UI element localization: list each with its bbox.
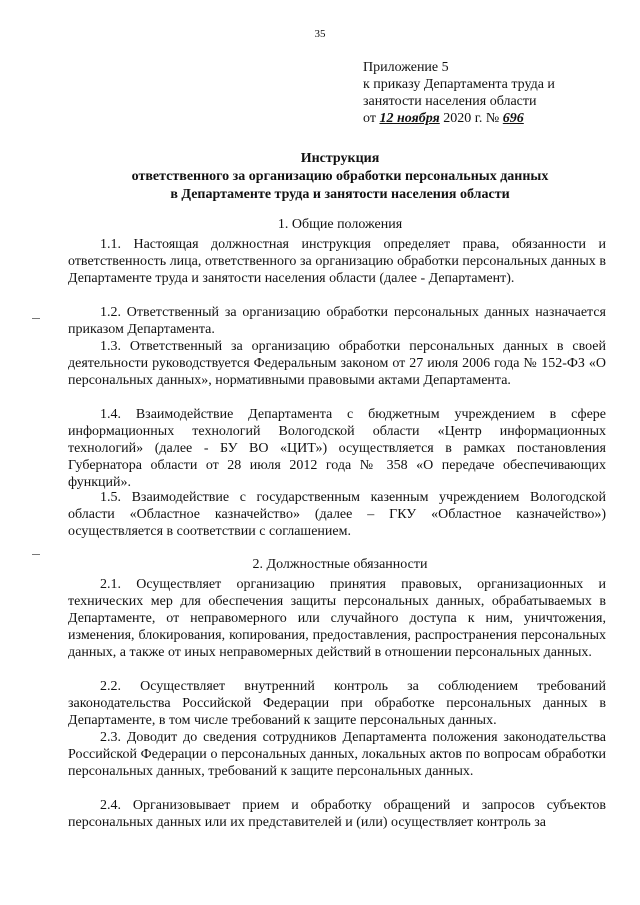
section-2-heading: 2. Должностные обязанности — [252, 557, 428, 572]
paragraph-2-1: 2.1. Осуществляет организацию принятия правовых, организационных и технических мер для обеспечения защиты персональных данных, обрабатываемых в Департаменте, от неправомерного или случайного доступа к ним, уничтожения, изменения, блокирования, копирования, предоставления, распространения персональных данных, а также от иных неправомерных действий в отношении персональных данных. — [68, 577, 606, 660]
paragraph-1-4: 1.4. Взаимодействие Департамента с бюджетным учреждением в сфере информационных технологий Вологодской области «Центр информационных технологий» (далее - БУ ВО «ЦИТ») осуществляется в рамках постановления Губернатора области от 28 июля 2012 года № 358 «О передаче обеспечивающих функций». — [68, 407, 606, 490]
margin-mark — [32, 554, 40, 555]
title-line-3: в Департаменте труда и занятости населения области — [170, 187, 510, 202]
appendix-line-1: Приложение 5 — [363, 60, 449, 75]
paragraph-1-5: 1.5. Взаимодействие с государственным казенным учреждением Вологодской области «Областное казначейство» (далее – ГКУ «Областное казначейство») осуществляется в соответствии с соглашением. — [68, 490, 606, 539]
appendix-header — [363, 59, 623, 127]
paragraph-2-3: 2.3. Доводит до сведения сотрудников Департамента положения законодательства Российской Федерации о персональных данных, локальных актов по вопросам обработки персональных данных, требований к защите персональных данных. — [68, 730, 606, 779]
document-title — [80, 150, 600, 204]
margin-mark — [32, 318, 40, 319]
title-line-1: Инструкция — [300, 151, 380, 166]
paragraph-2-2: 2.2. Осуществляет внутренний контроль за соблюдением требований законодательства Российской Федерации при обработке персональных данных в Департаменте, в том числе требований к защите персональных данных. — [68, 679, 606, 728]
date-prefix: от — [363, 111, 376, 126]
appendix-line-3: занятости населения области — [363, 94, 537, 109]
paragraph-2-4: 2.4. Организовывает прием и обработку обращений и запросов субъектов персональных данных или их представителей и (или) осуществляет контроль за — [68, 798, 606, 830]
paragraph-1-3: 1.3. Ответственный за организацию обработки персональных данных в своей деятельности руководствуется Федеральным законом от 27 июля 2006 года № 152-ФЗ «О персональных данных», нормативными правовыми актами Департамента. — [68, 339, 606, 388]
handwritten-date: 12 ноября — [379, 111, 440, 126]
section-1-heading: 1. Общие положения — [277, 217, 403, 232]
title-line-2: ответственного за организацию обработки персональных данных — [131, 169, 549, 184]
appendix-line-2: к приказу Департамента труда и — [363, 77, 555, 92]
page-number: 35 — [314, 28, 326, 40]
paragraph-1-2: 1.2. Ответственный за организацию обработки персональных данных назначается приказом Департамента. — [68, 305, 606, 337]
appendix-date-line — [363, 110, 623, 127]
paragraph-1-1: 1.1. Настоящая должностная инструкция определяет права, обязанности и ответственность лица, ответственного за организацию обработки персональных данных в Департаменте труда и занятости населения области (далее - Департамент). — [68, 237, 606, 286]
order-year: 2020 г. № — [443, 111, 500, 126]
handwritten-order-number: 696 — [502, 111, 524, 126]
